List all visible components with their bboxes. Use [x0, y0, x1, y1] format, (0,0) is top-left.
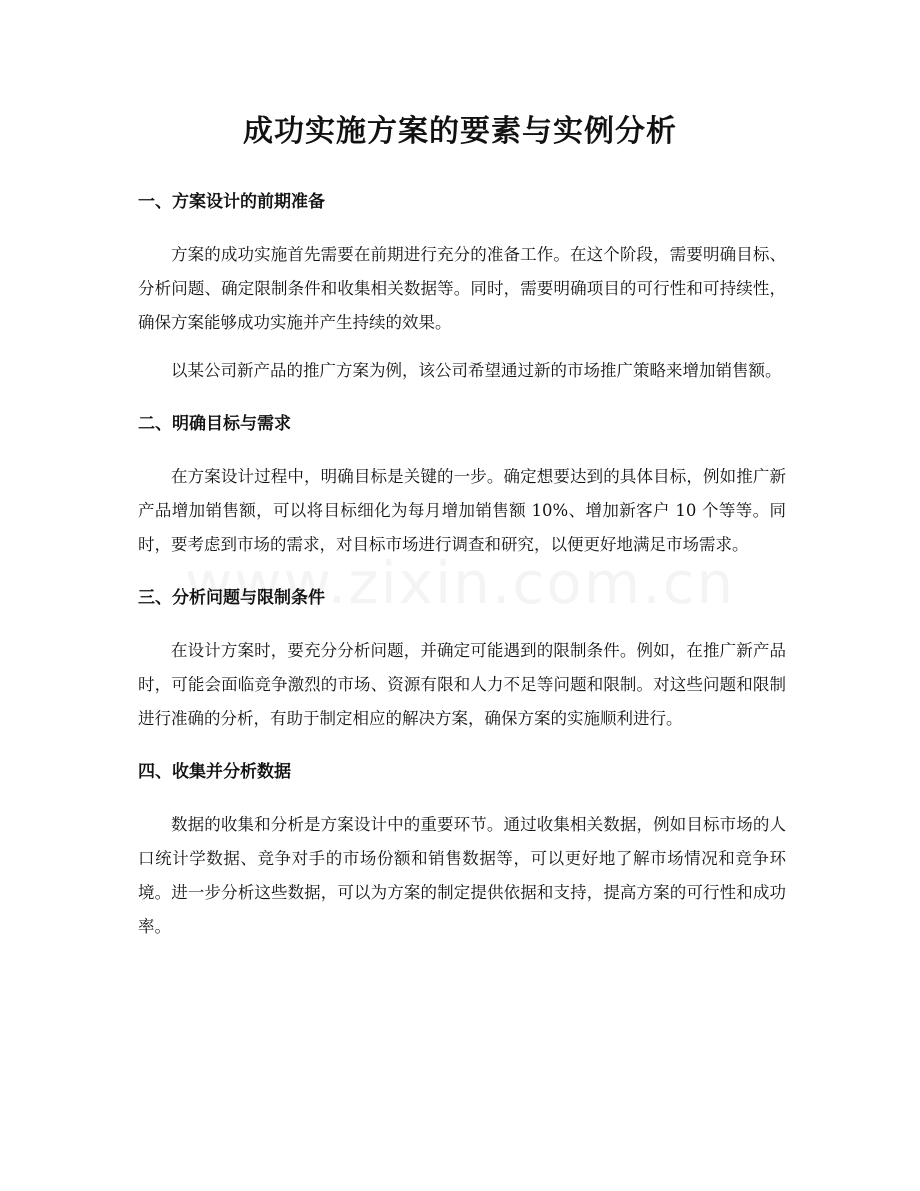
paragraph: 方案的成功实施首先需要在前期进行充分的准备工作。在这个阶段，需要明确目标、分析问题、确定限制条件和收集相关数据等。同时，需要明确项目的可行性和可持续性，确保方案能够成功实施并产生持续的效果。	[138, 245, 786, 332]
section-1	[138, 180, 786, 388]
section-heading: 二、明确目标与需求	[138, 414, 291, 434]
paragraph: 以某公司新产品的推广方案为例，该公司希望通过新的市场推广策略来增加销售额。	[171, 361, 782, 380]
paragraph: 在方案设计过程中，明确目标是关键的一步。确定想要达到的具体目标，例如推广新产品增加销售额，可以将目标细化为每月增加销售额 10%、增加新客户 10 个等等。同时，要考虑到市场的需求，对目标市场进行调查和研究，以便更好地满足市场需求。	[138, 467, 786, 554]
paragraph: 数据的收集和分析是方案设计中的重要环节。通过收集相关数据，例如目标市场的人口统计学数据、竞争对手的市场份额和销售数据等，可以更好地了解市场情况和竞争环境。进一步分析这些数据，可以为方案的制定提供依据和支持，提高方案的可行性和成功率。	[138, 815, 786, 936]
section-heading: 四、收集并分析数据	[138, 762, 291, 782]
paragraph: 在设计方案时，要充分分析问题，并确定可能遇到的限制条件。例如，在推广新产品时，可能会面临竞争激烈的市场、资源有限和人力不足等问题和限制。对这些问题和限制进行准确的分析，有助于制定相应的解决方案，确保方案的实施顺利进行。	[138, 641, 786, 728]
document-title: 成功实施方案的要素与实例分析	[243, 114, 677, 149]
section-4	[138, 750, 786, 944]
section-heading: 三、分析问题与限制条件	[138, 588, 325, 608]
section-2	[138, 402, 786, 562]
document-body	[138, 180, 786, 944]
section-heading: 一、方案设计的前期准备	[138, 192, 325, 212]
section-3	[138, 576, 786, 736]
